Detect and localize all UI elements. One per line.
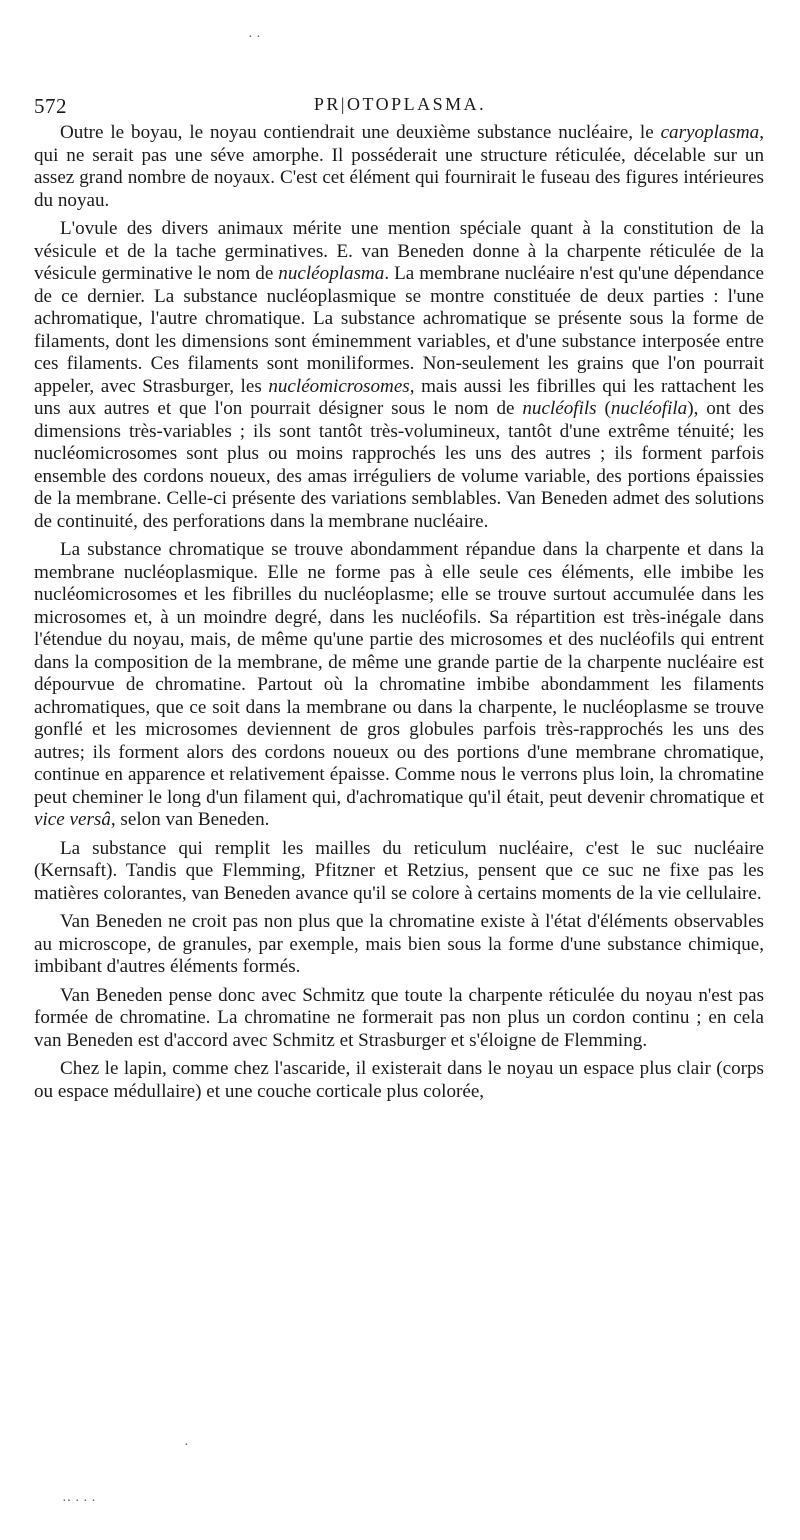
italic-term: nucléoplasma xyxy=(278,263,385,284)
text-run: Outre le boyau, le noyau contiendrait une deuxième substance nucléaire, le xyxy=(60,122,661,143)
text-run: L'ovule des divers animaux mérite une mention spéciale quant à la constitution de la vésicule et de la tache germinatives. E. van Beneden donne à la charpente réticulée de la vésicule germinative le nom de xyxy=(34,218,764,284)
paragraph xyxy=(34,122,764,212)
paragraph xyxy=(34,838,764,906)
italic-term: nucléofila xyxy=(610,398,688,419)
running-title: PR|OTOPLASMA. xyxy=(313,94,487,114)
paragraph xyxy=(34,985,764,1053)
italic-term: caryoplasma xyxy=(660,122,760,143)
text-run: Van Beneden ne croit pas non plus que la chromatine existe à l'état d'éléments observables au microscope, de granules, par exemple, mais bien sous la forme d'une substance chimique, imbibant d'autres éléments formés. xyxy=(34,911,764,977)
scan-speck: ·· · · · xyxy=(62,1494,96,1509)
paragraph xyxy=(34,218,764,533)
page-number: 572 xyxy=(34,94,67,118)
paragraph xyxy=(34,911,764,979)
text-run: , qui ne serait pas une séve amorphe. Il posséderait une structure réticulée, décelable sur un assez grand nombre de noyaux. C'est cet élément qui fournirait le fuseau des figures intérieures du noyau. xyxy=(34,122,764,211)
italic-term: nucléofils xyxy=(522,398,597,419)
body-text xyxy=(34,122,764,1109)
text-run: La substance qui remplit les mailles du reticulum nucléaire, c'est le suc nucléaire (Kernsaft). Tandis que Flemming, Pfitzner et Retzius, pensent que ce suc ne fixe pas les matières colorantes, van Beneden avance qu'il se colore à certains moments de la vie cellulaire. xyxy=(34,837,764,904)
text-run: Van Beneden pense donc avec Schmitz que toute la charpente réticulée du noyau n'est pas formée de chromatine. La chromatine ne formerait pas non plus un cordon continu ; en cela van Beneden est d'accord avec Schmitz et Strasburger et s'éloigne de Flemming. xyxy=(34,984,764,1051)
text-run: Chez le lapin, comme chez l'ascaride, il existerait dans le noyau un espace plus clair (corps ou espace médullaire) et une couche corticale plus colorée, xyxy=(34,1058,764,1102)
scan-speck: · xyxy=(184,1438,189,1453)
text-run: , selon van Beneden. xyxy=(110,809,270,830)
text-run: . La membrane nucléaire n'est qu'une dépendance de ce dernier. La substance nucléoplasmique se montre constituée de deux parties : l'une achromatique, l'autre chromatique. La substance achromatique se présente sous la forme de filaments, dont les dimensions sont éminemment variables, et d'une substance interposée entre ces filaments. Ces filaments sont moniliformes. Non-seulement les grains que l'on pourrait appeler, avec Strasburger, les xyxy=(34,263,764,397)
italic-term: vice versâ xyxy=(34,809,111,830)
paragraph xyxy=(34,1058,764,1103)
text-run: La substance chromatique se trouve abondamment répandue dans la charpente et dans la membrane nucléoplasmique. Elle ne forme pas à elle seule ces éléments, elle imbibe les nucléomicrosomes et les fibrilles du nucléoplasme; elle se trouve surtout accumulée dans les microsomes et, à un moindre degré, dans les nucléofils. Sa répartition est très-inégale dans l'étendue du noyau, mais, de même qu'une partie des microsomes et des nucléofils qui entrent dans la composition de la membrane, de même une grande partie de la charpente nucléaire est dépourvue de chromatine. Partout où la chromatine imbibe abondamment les filaments achromatiques, que ce soit dans la membrane ou dans la charpente, le nucléoplasme se trouve gonflé et les microsomes deviennent de gros globules parfois très-rapprochés les uns des autres; ils forment alors des cordons noueux ou des portions d'une membrane chromatique, continue en apparence et relativement épaisse. Comme nous le verrons plus loin, la chromatine peut cheminer le long d'un filament qui, d'achromatique qu'il était, peut devenir chromatique et xyxy=(34,539,764,808)
scan-speck: · · xyxy=(248,30,261,45)
text-run: ), ont des dimensions très-variables ; ils sont tantôt très-volumineux, tantôt d'une extrême ténuité; les nucléomicrosomes sont plus ou moins rapprochés les uns des autres ; ils forment parfois ensemble des cordons noueux, des amas irréguliers de volume variable, des portions épaissies de la membrane. Celle-ci présente des variations semblables. Van Beneden admet des solutions de continuité, des perforations dans la membrane nucléaire. xyxy=(34,398,764,532)
paragraph xyxy=(34,539,764,832)
text-run: ( xyxy=(596,398,611,419)
text-run: , mais aussi les fibrilles qui les rattachent les uns aux autres et que l'on pourrait désigner sous le nom de xyxy=(34,375,764,419)
italic-term: nucléomicrosomes xyxy=(268,375,410,397)
page-header xyxy=(34,94,766,124)
